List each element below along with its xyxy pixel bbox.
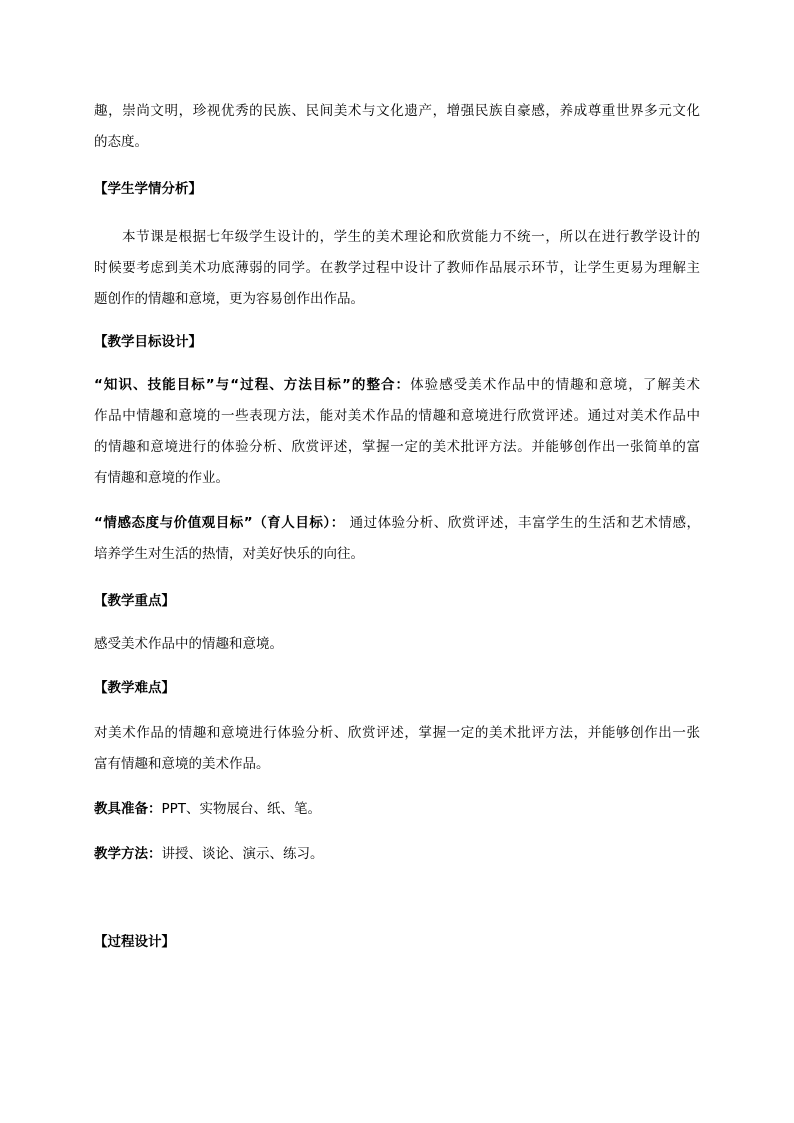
intro-line-2: 的态度。 <box>94 134 148 150</box>
goals-emotion-line-1 <box>94 514 700 532</box>
goals-knowledge-line-2: 作品中情趣和意境的一些表现方法，能对美术作品的情趣和意境进行欣赏评述。通过对美术作品中 <box>94 408 700 424</box>
student-analysis-line-1: 本节课是根据七年级学生设计的，学生的美术理论和欣赏能力不统一，所以在进行教学设计的 <box>122 229 700 245</box>
key-points-text: 感受美术作品中的情趣和意境。 <box>94 636 283 652</box>
student-analysis-line-2: 时候要考虑到美术功底薄弱的同学。在教学过程中设计了教师作品展示环节，让学生更易为理解主 <box>94 260 700 276</box>
student-analysis-line-3: 题创作的情趣和意境，更为容易创作出作品。 <box>94 291 364 307</box>
methods-label: 教学方法： <box>94 846 162 862</box>
student-analysis-heading: 【学生学情分析】 <box>94 181 202 197</box>
difficulties-line-2: 富有情趣和意境的美术作品。 <box>94 756 270 772</box>
goals-knowledge-line-3: 的情趣和意境进行的体验分析、欣赏评述，掌握一定的美术批评方法。并能够创作出一张简单的富 <box>94 439 700 455</box>
key-points-heading: 【教学重点】 <box>94 593 175 609</box>
goals-knowledge-line-4: 有情趣和意境的作业。 <box>94 470 229 486</box>
goals-emotion-line-2: 培养学生对生活的热情，对美好快乐的向往。 <box>94 546 364 562</box>
methods-line <box>94 845 324 863</box>
goals-heading: 【教学目标设计】 <box>94 334 202 350</box>
process-heading: 【过程设计】 <box>94 934 175 950</box>
methods-text: 讲授、谈论、演示、练习。 <box>161 846 324 862</box>
goals-emotion-label: “情感态度与价值观目标”（育人目标）： <box>94 515 345 531</box>
intro-line-1: 趣，崇尚文明，珍视优秀的民族、民间美术与文化遗产，增强民族自豪感，养成尊重世界多元文化 <box>94 103 700 119</box>
difficulties-line-1: 对美术作品的情趣和意境进行体验分析、欣赏评述，掌握一定的美术批评方法，并能够创作出一张 <box>94 725 700 741</box>
goals-emotion-text: 通过体验分析、欣赏评述，丰富学生的生活和艺术情感， <box>344 515 700 531</box>
goals-knowledge-line-1 <box>94 376 700 394</box>
tools-line <box>94 800 321 818</box>
goals-knowledge-label: “知识、技能目标”与“过程、方法目标”的整合： <box>94 377 411 393</box>
difficulties-heading: 【教学难点】 <box>94 680 175 696</box>
goals-knowledge-text: 体验感受美术作品中的情趣和意境，了解美术 <box>410 377 700 393</box>
tools-label: 教具准备： <box>94 801 162 817</box>
tools-text: PPT、实物展台、纸、笔。 <box>161 801 322 817</box>
